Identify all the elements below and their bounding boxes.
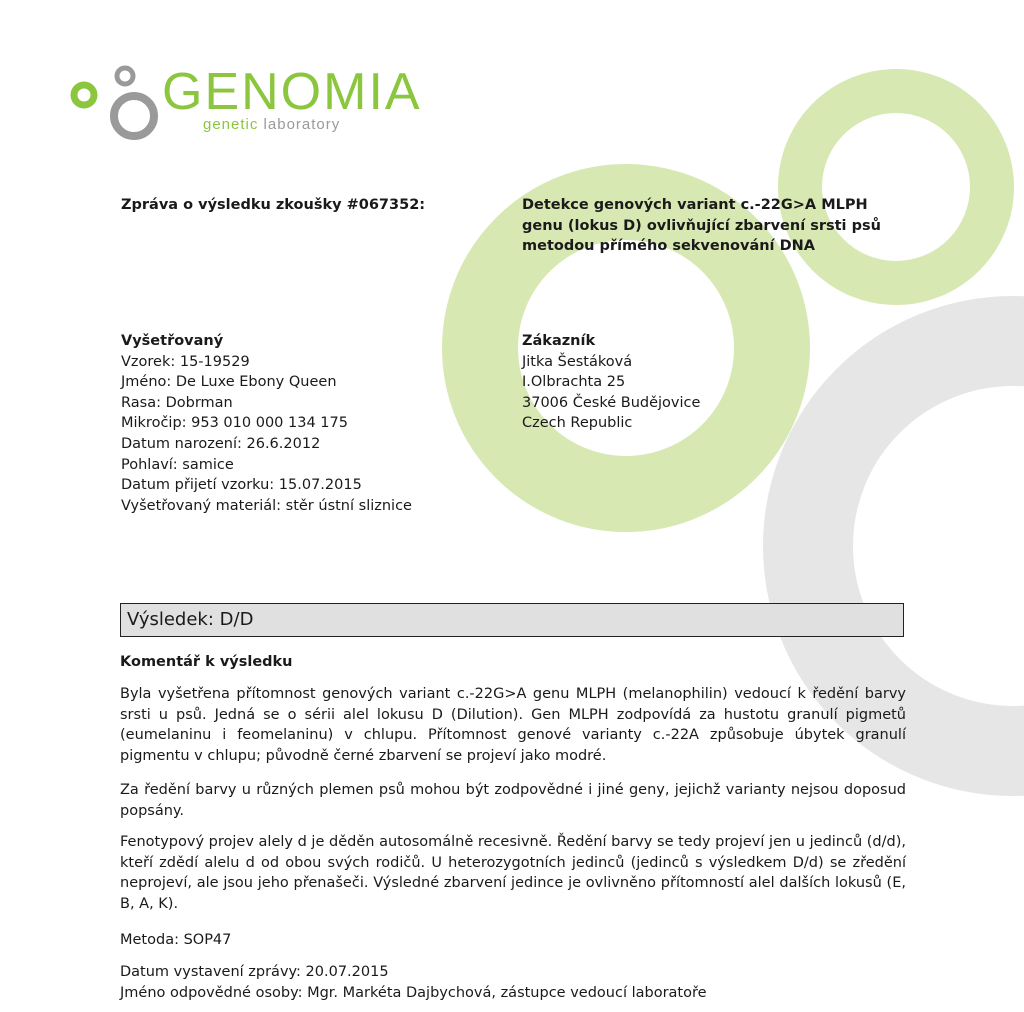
patient-material: Vyšetřovaný materiál: stěr ústní sliznice bbox=[121, 497, 412, 514]
patient-sample: Vzorek: 15-19529 bbox=[121, 353, 250, 370]
result-box: Výsledek: D/D bbox=[120, 603, 904, 637]
decorative-ring-green-small bbox=[778, 69, 1014, 305]
method-line: Metoda: SOP47 bbox=[120, 932, 232, 948]
comment-heading: Komentář k výsledku bbox=[120, 654, 293, 670]
customer-country: Czech Republic bbox=[522, 415, 633, 432]
test-title: Detekce genových variant c.-22G>A MLPH genu (lokus D) ovlivňující zbarvení srsti psů metodou přímého sekvenování DNA bbox=[522, 197, 881, 255]
patient-block bbox=[121, 331, 412, 516]
logo-circles-icon bbox=[70, 64, 162, 144]
customer-name: Jitka Šestáková bbox=[522, 353, 633, 370]
responsible-person: Jméno odpovědné osoby: Mgr. Markéta Dajbychová, zástupce vedoucí laboratoře bbox=[120, 984, 707, 1001]
logo-subtitle-genetic: genetic bbox=[203, 116, 259, 133]
customer-street: I.Olbrachta 25 bbox=[522, 374, 626, 391]
customer-block bbox=[522, 331, 700, 434]
report-title: Zpráva o výsledku zkoušky #067352: bbox=[121, 197, 426, 213]
customer-city: 37006 České Budějovice bbox=[522, 394, 701, 411]
patient-microchip: Mikročip: 953 010 000 134 175 bbox=[121, 415, 348, 432]
issue-date: Datum vystavení zprávy: 20.07.2015 bbox=[120, 964, 389, 980]
customer-heading: Zákazník bbox=[522, 333, 596, 349]
patient-breed: Rasa: Dobrman bbox=[121, 394, 233, 411]
logo-wordmark: GENOMIA bbox=[162, 63, 422, 121]
comment-paragraph-3: Fenotypový projev alely d je děděn autosomálně recesivně. Ředění barvy se tedy projeví jen u jedinců (d/d), kteří zdědí alelu d od obou svých rodičů. U heterozygotních jedinců (jedinců s výsledkem D/d) se zředění neprojeví, ale jsou jeho přenašeči. Výsledné zbarvení jedince je ovlivněno přítomností alel dalších lokusů (E, B, A, K). bbox=[120, 834, 906, 912]
genomia-logo bbox=[70, 64, 450, 144]
patient-heading: Vyšetřovaný bbox=[121, 333, 224, 349]
logo-subtitle bbox=[203, 115, 340, 135]
patient-name: Jméno: De Luxe Ebony Queen bbox=[121, 374, 337, 391]
comment-paragraph-2: Za ředění barvy u různých plemen psů mohou být zodpovědné i jiné geny, jejichž varianty nejsou doposud popsány. bbox=[120, 782, 906, 819]
issue-info bbox=[120, 962, 707, 1003]
comment-paragraph-1: Byla vyšetřena přítomnost genových variant c.-22G>A genu MLPH (melanophilin) vedoucí k ředění barvy srsti u psů. Jedná se o sérii alel lokusu D (Dilution). Gen MLPH zodpovídá za hustotu granulí pigmetů (eumelaninu i feomelaninu) v chlupu. Přítomnost genové varianty c.-22A způsobuje úbytek granulí pigmentu v chlupu; původně černé zbarvení se projeví jako modré. bbox=[120, 686, 906, 764]
patient-birth-date: Datum narození: 26.6.2012 bbox=[121, 435, 321, 452]
patient-received-date: Datum přijetí vzorku: 15.07.2015 bbox=[121, 477, 362, 494]
patient-sex: Pohlaví: samice bbox=[121, 456, 234, 473]
logo-subtitle-laboratory: laboratory bbox=[263, 116, 341, 133]
